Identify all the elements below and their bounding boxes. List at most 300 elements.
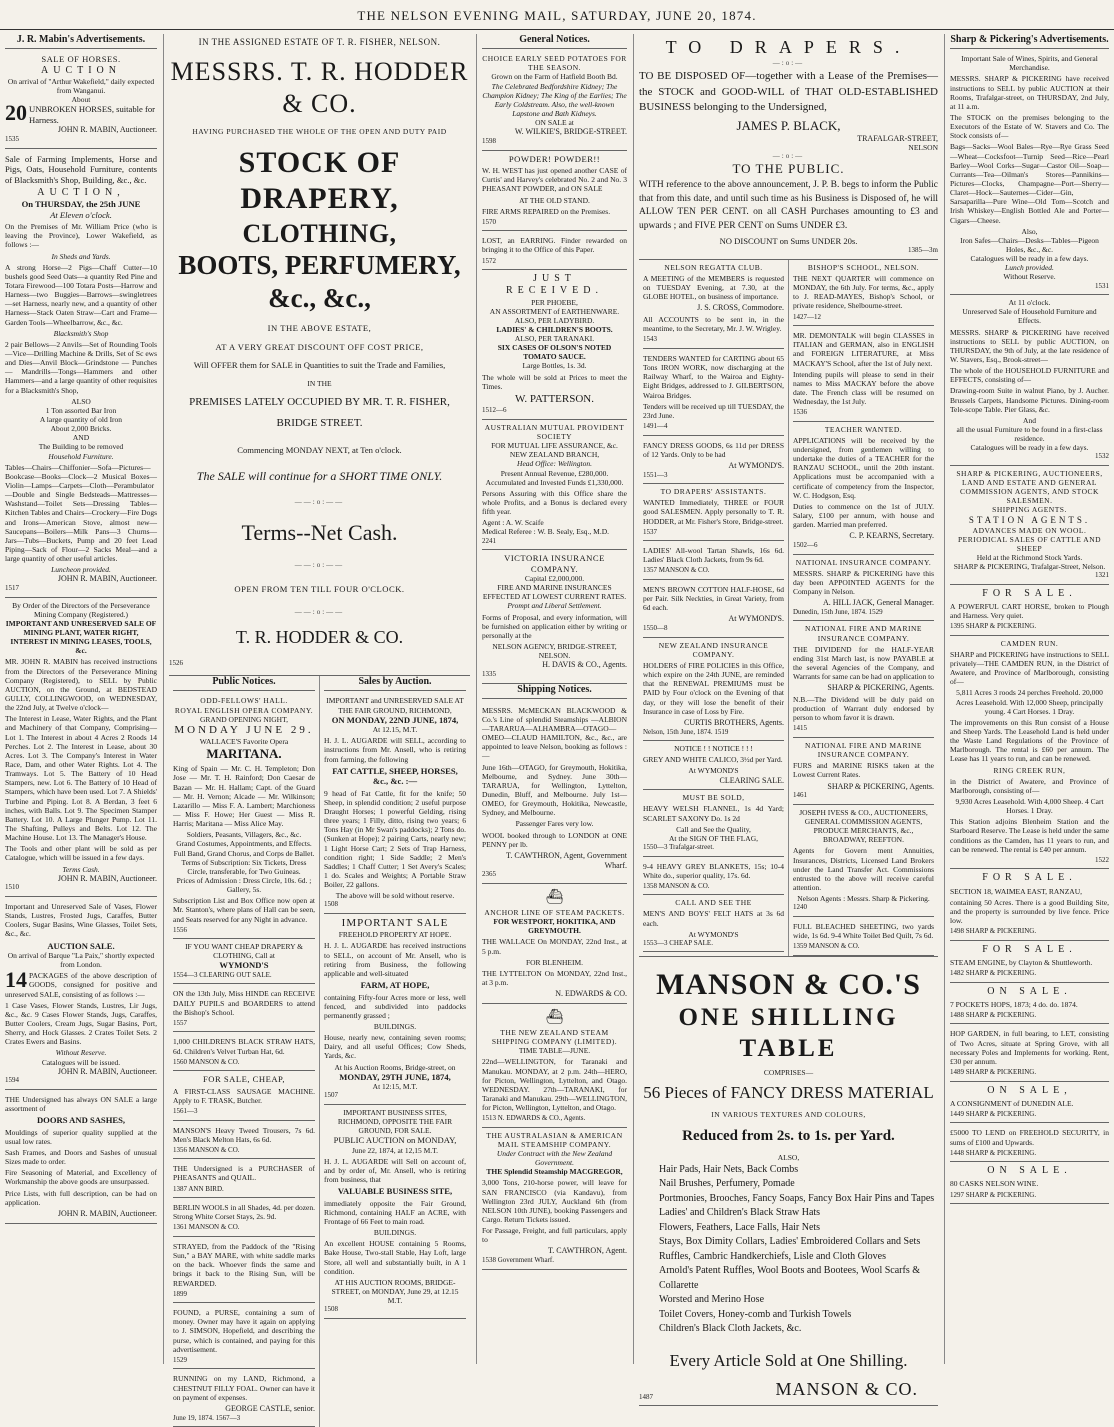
heading: FOR SALE, CHEAP, [202, 1074, 285, 1085]
text: On arrival of Barque "La Paix," shortly expected from London. [7, 951, 155, 970]
ref-number: 1543 [643, 335, 657, 344]
ad-calico [643, 741, 784, 790]
ref-number: 1560 MANSON & CO. [173, 1057, 240, 1066]
heading: NEW ZEALAND INSURANCE COMPANY. [658, 640, 769, 659]
text: FULL BLEACHED SHEETING, two yards wide, 1s 6d. 9-4 White Toilet Bed Quilt, 7s 6d. [793, 921, 934, 940]
text: Accumulated and Invested Funds £1,330,000. [485, 477, 624, 487]
text: SHARP and PICKERING have instructions to SELL privately—THE CAMDEN RUN, in the District of Awatere, and Province of Marlborough, consisting of— [950, 649, 1109, 687]
text: MR. JOHN R. MABIN has received instructions from the Directors of the Perseverance Mining Company (Registered), to SELL by Public AUCTION, on the Ground, at BEDSTEAD GULLY, COLLINGWOOD, on WEDNESDAY, the 22nd July, at Twelve o'clock— [5, 657, 157, 713]
text: 2 pair Bellows—2 Anvils—Set of Rounding Tools—Vice—Drilling Machine & Drills, Set of Sc ews and Dies—Anvil Block—Grindstone — Punches — Mandrills—Tongs—Hammers and other Hammers—and a large quantity of other requisites for a Blacksmith's Shop, [5, 339, 157, 395]
text: AT THE OLD STAND. [519, 195, 590, 205]
ref-number: 1598 [482, 137, 496, 146]
fifty-six: 56 Pieces of FANCY DRESS MATERIAL [643, 1083, 934, 1103]
ref-number: 1321 [1095, 571, 1109, 580]
text: HOLDERS of FIRE POLICIES in this Office, which expire on the 24th JUNE, are reminded that the RENEWAL PREMIUMS must be PAID by Four o'clock on the Evening of that day, or they will lose the benefit of their Insurance in case of Loss by Fire. [643, 660, 784, 716]
text: BERLIN WOOLS in all Shades, 4d. per dozen. Strong White Corset Stays, 2s. 9d. [173, 1203, 315, 1222]
wallace: WALLACE'S Favorite Opera [199, 737, 289, 747]
text: BUILDINGS. [373, 1228, 417, 1238]
ad-just-received [482, 270, 627, 420]
text: 1 Case Vases, Flower Stands, Lustres, Lir Jugs, &c., &c. 9 Cases Flower Stands, Jugs, Caraffes, Butter Coolers, Cream Jugs, Sugar Basins, Port, Sherry, and Hock Glasses. 2 Crates Toilet Sets. 2 Crates Ewers and Basins. [5, 1000, 157, 1047]
text: About [71, 95, 91, 105]
text: SHIPPING AGENTS. [992, 505, 1067, 515]
text: Important and Unreserved Sale of Vases, Flower Stands, Lustres, Frosted Jugs, Caraffes, Butter Coolers, Sugar Basins, Wine Glasses, Toilet Sets, &c., &c. [5, 901, 157, 939]
ad-national [793, 555, 934, 622]
text: HEAVY WELSH FLANNEL, 1s 4d Yard; SCARLET SAXONY Do. 1s 2d [643, 804, 784, 823]
ref-number: 1482 SHARP & PICKERING. [950, 969, 1037, 978]
text: Without Reserve. [1003, 272, 1056, 282]
wymonds: WYMOND'S [219, 960, 269, 971]
text: WITH reference to the above announcement, J. P. B. begs to inform the Public that from this date, and until such time as his Business is Disposed of, he will ALLOW TEN PER CENT. on all CASH Purchases amounting to £3 and upwards ; and FIVE PER CENT on Sums UNDER £3. [639, 179, 938, 232]
signature: N. EDWARDS & CO. [555, 989, 627, 999]
text: MESSRS. SHARP & PICKERING have this day been APPOINTED AGENTS for the Company in Nelson. [793, 568, 934, 597]
signature: JOHN R. MABIN, Auctioneer. [57, 1066, 157, 1076]
heading: VICTORIA INSURANCE COMPANY. [504, 553, 605, 574]
ref-number: 1899 [173, 1289, 187, 1298]
ad-household [950, 295, 1109, 466]
ref-number: Dunedin, 15th June, 1874. 1529 [793, 607, 883, 616]
also-item: Ruffles, Cambric Handkerchiefs, Lisle and Cloth Gloves [659, 1250, 886, 1262]
also-item: Flowers, Feathers, Lace Falls, Hair Nets [659, 1221, 821, 1233]
ad-mens-hose [643, 580, 784, 638]
ad-section-18 [950, 869, 1109, 940]
commencing: Commencing MONDAY NEXT, at Ten o'clock. [237, 444, 402, 455]
horses-count: 20 [5, 100, 27, 126]
ref-number: 1358 MANSON & CO. [643, 881, 710, 890]
text: SIX CASES OF OLSON'S NOTED TOMATO SAUCE. [497, 343, 612, 362]
text: Prompt and Liberal Settlement. [507, 601, 602, 611]
signature: JOHN R. MABIN, Auctioneer. [57, 125, 157, 135]
ad-nelson-wine [950, 1162, 1109, 1204]
ad-flannel [643, 790, 784, 856]
ref-number: 1572 [482, 256, 496, 265]
text: MESSRS. SHARP & PICKERING have received instructions to SELL by public AUCTION, on THURSDAY, the 9th of July, at the late residence of W. Stavers, Esq., Brook-street— [950, 327, 1109, 364]
text: Mouldings of superior quality supplied at the usual low rates. [5, 1127, 157, 1146]
text: Fire Seasoning of Material, and Excellency of Workmanship the above goods are unsurpassed. [5, 1168, 157, 1187]
text: THE DIVIDEND for the HALF-YEAR ending 31st March last, is now PAYABLE at the several Agencies of the Company, and Warrants for same can be had on application to [793, 644, 935, 682]
text: And [1023, 415, 1036, 425]
text: The Building to be removed [38, 442, 124, 452]
subheading: In Sheds and Yards. [51, 251, 111, 261]
ref-number: Nelson, 15th June, 1874. 1519 [643, 727, 729, 736]
black: JAMES P. BLACK, [736, 117, 841, 133]
heading: AUCTION, [37, 186, 125, 198]
ref-number: 1550—8 [643, 624, 668, 633]
date: June 22, 1874, at 12,15 M.T. [351, 1145, 439, 1155]
ref-number: 1594 [5, 1076, 19, 1085]
text: immediately opposite the Fair Ground, Richmond, containing HALF an ACRE, with Frontage of 66 Feet to main road. [324, 1198, 466, 1227]
grand: GRAND OPENING NIGHT, [200, 714, 288, 724]
heading: TO DRAPERS' ASSISTANTS. [660, 487, 767, 497]
ref-number: 1561—3 [173, 1107, 198, 1115]
ref-number: 1385—3m [908, 246, 938, 255]
subcolumn-right [788, 260, 938, 956]
ref-number: 1357 MANSON & CO. [643, 566, 710, 575]
heading: FOR SALE. [982, 587, 1077, 599]
also-item: Worsted and Merino Hose [659, 1294, 765, 1306]
text: IMPORTANT BUSINESS SITES, RICHMOND, OPPOSITE THE FAIR GROUND, FOR SALE. [337, 1107, 453, 1136]
ad-hinde [173, 984, 315, 1032]
ref-number: 2365 [482, 870, 496, 879]
ad-berlin [173, 1198, 315, 1237]
heading: ON SALE. [987, 1165, 1072, 1177]
heading: NOTICE ! ! NOTICE ! ! ! [674, 744, 753, 754]
text: BUILDINGS. [373, 1021, 417, 1031]
signature: JOHN R. MABIN, Auctioneer. [57, 873, 157, 883]
text: About 2,000 Bricks. [50, 424, 112, 434]
ad-demontalk [793, 326, 934, 422]
text: At the SIGN OF THE FLAG, [668, 833, 759, 843]
text: Persons Assuring with this Office share the whole Profits, and a Bonus is declared every fifth year. [482, 488, 627, 517]
text: Also, [1021, 226, 1038, 236]
heading: RING CREEK RUN, [993, 765, 1066, 775]
ref-number: 1510 [5, 883, 19, 892]
signature: T. CAWTHRON, Agent, Government Wharf. [506, 850, 627, 870]
heading: CHOICE EARLY SEED POTATOES FOR THE SEASON. [482, 54, 627, 73]
signature: SHARP & PICKERING, Agents. [827, 683, 934, 693]
text: ALSO [71, 396, 91, 406]
text: ALSO, PER TARANAKI. [514, 334, 595, 344]
text: On the Premises of Mr. William Price (who is leaving the Province), Lower Wakefield, as follows :— [5, 222, 157, 250]
heading: AUCTION SALE. [47, 940, 115, 951]
signature: W. PATTERSON. [515, 392, 594, 405]
ad-potatoes [482, 51, 627, 150]
ad-lost [482, 231, 627, 270]
ad-hop-garden [950, 1024, 1109, 1081]
boots-title: BOOTS, PERFUMERY, &c., &c., [178, 250, 461, 314]
signature: A. HILL JACK, General Manager. [822, 598, 934, 608]
text: FREEHOLD PROPERTY AT HOPE. [338, 930, 452, 940]
text: Agent : A. W. Scaife [482, 518, 544, 528]
text: Large Bottles, 1s. 3d. [522, 361, 587, 371]
ref-number: 1508 [324, 1305, 338, 1314]
text: H. J. L. AUGARDE has received instructions to SELL, on account of Mr. Ansell, who is retiring from Business, the following applicable and well-situated [324, 941, 466, 978]
purchased: HAVING PURCHASED THE WHOLE OF THE OPEN AND DUTY PAID [192, 127, 447, 137]
ref-number: 1536 [793, 408, 807, 417]
continue: The SALE will continue for a SHORT TIME ONLY. [196, 469, 443, 484]
general-header: General Notices. [482, 34, 627, 49]
sales-header: Sales by Auction. [324, 676, 466, 691]
ref-number: 1553—3 CHEAP SALE. [643, 938, 713, 947]
ad-regatta [643, 260, 784, 349]
text: Catalogues will be ready in a few days. [970, 443, 1089, 453]
ref-number: 1550—3 Trafalgar-street. [643, 842, 715, 851]
text: Nelson Agents : Messrs. Sharp & Pickering. [797, 894, 930, 904]
text: At WYMOND'S [688, 929, 739, 939]
terms: Terms--Net Cash. [241, 520, 398, 546]
text: Sale of Farming Implements, Horse and Pigs, Oats, Household Furniture, contents of Blacksmith's Shop, Building, &c., &c. [5, 153, 157, 185]
ad-blankets [643, 857, 784, 896]
ref-number: 1387 ANN BIRD. [173, 1184, 224, 1193]
ref-number: 1335 [482, 670, 496, 679]
text: Sash Frames, and Doors and Sashes of unusual Sizes made to order. [5, 1148, 157, 1167]
ad-tenders [643, 349, 784, 436]
text: NELSON AGENCY, BRIDGE-STREET, NELSON. [492, 642, 617, 661]
heading: IMPORTANT AND UNRESERVED SALE OF MINING PLANT, WATER RIGHT, INTEREST IN MINING LEASES, TOOLS, &c. [5, 618, 157, 656]
text: N.B.—The Dividend will be duly paid on production of Warrant duly endorsed by person to whom favor it is drawn. [793, 695, 934, 723]
divider: —:o:— [772, 152, 805, 161]
open: OPEN FROM TEN TILL FOUR O'CLOCK. [234, 583, 405, 594]
clothing-title: CLOTHING, [242, 218, 397, 248]
text: PACKAGES of the above description of GOODS, consigned for positive and unreserved SALE, consisting of as follows :— [5, 971, 157, 999]
ad-teacher [793, 422, 934, 555]
text: ADVANCES MADE ON WOOL. [972, 525, 1087, 535]
text: ON the 13th July, Miss HINDE can RECEIVE DAILY PUPILS and BOARDERS to attend the Bishop's School. [173, 989, 315, 1017]
also: ALSO, [777, 1153, 800, 1163]
ad-steam-engine [950, 941, 1109, 983]
text: Forms of Proposal, and every information, will be furnished on application either by writing or personally at the [482, 612, 627, 640]
text: Iron Safes—Chairs—Desks—Tables—Pigeon Holes, &c., &c. [960, 235, 1099, 254]
ad-business-sites [324, 1105, 466, 1319]
ad-wines [950, 51, 1109, 295]
text: A CONSIGNMENT of DUNEDIN ALE. [950, 1098, 1074, 1108]
text: TENDERS WANTED for CARTING about 65 Tons IRON WORK, now discharging at the Railway Wharf, to the Wairoa and Eighty-Eight Bridges, addressed to J. GILBERTSON, Wairoa Bridges. [643, 354, 784, 400]
ad-strayed [173, 1237, 315, 1303]
text: Under Contract with the New Zealand Government. [496, 1149, 613, 1168]
text: all the usual Furniture to be found in a first-class residence. [956, 424, 1103, 444]
text: THE Splendid Steamship MACGREGOR, [486, 1167, 623, 1177]
text: The Tools and other plant will be sold as per Catalogue, which will be issued in a few days. [5, 844, 157, 863]
heading: MUST BE SOLD, [682, 793, 745, 803]
text: House, nearly new, containing seven rooms; Dairy, and all useful Offices; Cow Sheds, Yards, &c. [324, 1033, 466, 1061]
date: MONDAY, 29TH JUNE, 1874, [339, 1071, 451, 1082]
ref-number: 1415 [793, 724, 807, 733]
text: A FIRST-CLASS SAUSAGE MACHINE. Apply to F. TRASK, Butcher. [173, 1086, 315, 1105]
text: Duties to commence on the 1st of JULY. Salary, £100 per annum, with house and garden. Married man preferred. [793, 501, 934, 530]
text: WOOL booked through to LONDON at ONE PENNY per lb. [482, 830, 627, 849]
text: IF YOU WANT CHEAP DRAPERY & CLOTHING, Call at [185, 942, 303, 961]
packages-count: 14 [5, 967, 27, 993]
cast: King of Spain — Mr. C. H. Templeton; Don Jose — Mr. T. H. Rainford; Don Caesar de Bazan — Mr. H. Hallam; Capt. of the Guard — Mr. H. Vernon; Alcade — Mr. Wilkinson; Lazarillo — Miss F. A. Lambert; Marchioness — Miss F. Howe; Her Guest — Miss R. Harris; Maritana — Miss Alice May. [173, 764, 315, 829]
time: At 12.15, M.T. [372, 725, 418, 735]
ad-cart-horse [950, 585, 1109, 636]
ref-number: 1517 [5, 584, 19, 593]
text: Call and See the Quality, [676, 824, 751, 834]
text: H. J. L. AUGARDE will Sell on account of, and by order of, Mr. Ansell, who is retiring from business, that [324, 1156, 466, 1185]
ref-number: 1361 MANSON & CO. [173, 1223, 240, 1232]
text: 1,000 CHILDREN'S BLACK STRAW HATS, 6d. Children's Velvet Turban Hat, 6d. [173, 1037, 315, 1056]
text: Medical Referee : W. B. Sealy, Esq., M.D. [482, 527, 609, 537]
signature: JOHN R. MABIN, Auctioneer. [57, 574, 157, 584]
oddfellows: ODD-FELLOWS' HALL. [200, 696, 288, 706]
drapers-subcolumns [639, 260, 938, 956]
text: PER PHOEBE, [531, 297, 578, 307]
ad-cheap-drapery [173, 939, 315, 984]
text: Lunch provided. [1005, 263, 1054, 273]
heading: CALL AND SEE THE [675, 898, 752, 908]
subheading: Blacksmith's Shop [53, 328, 109, 338]
text: MESSRS. SHARP & PICKERING have received instructions to SELL by public AUCTION at their Rooms, Trafalgar-street, on THURSDAY, 2nd July, at 11 a.m. [950, 74, 1109, 111]
text: NEW ZEALAND BRANCH, [509, 450, 600, 460]
text: FOR WESTPORT, HOKITIKA, AND GREYMOUTH. [493, 917, 616, 936]
heading: ON SALE. [987, 985, 1072, 997]
text: FOR MUTUAL LIFE ASSURANCE, &c. [491, 441, 618, 451]
auction-label: AUCTION [41, 64, 121, 76]
opera: ROYAL ENGLISH OPERA COMPANY. [174, 705, 314, 715]
column-sharp-pickering [944, 34, 1114, 1364]
text: Tables—Chairs—Chiffonier—Sofa—Pictures—Bookcase—Books—Clock—2 Musical Boxes—Violin—Lamps—Carpets—Cloth—Perambulator—Double and Single Bedsteads—Mattresses—Washstand—Toilet Sets—Dressing Tables—Kitchen Tables and Chairs—Crockery—Fire Dogs and Irons—American Stove, almost new—Saucepans—Boilers—Milk Pans—3 Churns—Jars—Tubs—Buckets, Pump and 20 feet Lead Piping—Sack of Flour—2 Sacks Meal—and a large quantity of other useful articles. [5, 462, 157, 564]
heading: TO DRAPERS. [665, 37, 912, 57]
premises: PREMISES LATELY OCCUPIED BY MR. T. R. FISHER, [189, 395, 450, 408]
text: Without Reserve. [55, 1048, 107, 1058]
body [5, 967, 157, 999]
ad-opera [173, 693, 315, 939]
heading: ON SALE, [987, 1084, 1072, 1096]
ref-number: 1570 [482, 217, 496, 226]
ref-number: 1531 [1095, 281, 1109, 290]
stock-title: STOCK OF DRAPERY, [238, 145, 401, 216]
text: Passenger Fares very low. [515, 819, 594, 829]
text: At his Auction Rooms, Bridge-street, on [334, 1062, 456, 1072]
divider: —:o:— [772, 58, 805, 67]
heading: TO THE PUBLIC. [732, 160, 845, 176]
text: The whole will be sold at Prices to meet the Times. [482, 372, 627, 391]
heading: At 11 o'clock. [1008, 298, 1051, 308]
one-shilling: ONE SHILLING TABLE [678, 1004, 899, 1062]
text: June 16th—OTAGO, for Greymouth, Hokitika, Melbourne, and Sydney. June 30th—TARARUA, for Wellington, Lyttelton, Dunedin, Bluff, and Melbourne. July 1st—OMEO, for Greymouth, Hokitika, Newcastle, Sydney, and Melbourne. [482, 762, 627, 818]
chorus: Grand Costumes, Appointments, and Effects. Full Band, Grand Chorus, and Corps de Ballet. [173, 839, 315, 858]
ref-number: 1532 [1095, 452, 1109, 461]
manson-signature: MANSON & CO. [775, 1379, 918, 1400]
text: AND [72, 433, 90, 443]
text: 22nd—WELLINGTON, for Taranaki and Manukau. MONDAY, at 2 p.m. 24th—HERO, for Picton, Wellington, Lyttelton, and Otago. WEDNESDAY. 27th—TARANAKI, for Taranaki and Manukau. 29th—WELLINGTON, for Picton, Wellington, Lyttelton, and Otago. [482, 1057, 627, 1113]
also-item: Portmonies, Brooches, Fancy Soaps, Fancy Box Hair Pins and Tapes [659, 1192, 935, 1204]
text: Head Office: Wellington. [517, 459, 592, 469]
ref-number: 1498 SHARP & PICKERING. [950, 927, 1037, 936]
text: £5000 TO LEND on FREEHOLD SECURITY, in sums of £100 and Upwards. [950, 1128, 1109, 1147]
date: ON MONDAY, 22ND JUNE, 1874, [331, 714, 459, 725]
heading: FOR SALE. [982, 872, 1077, 884]
text: TO BE DISPOSED OF—together with a Lease of the Premises—the STOCK and GOOD-WILL of THAT OLD-ESTABLISHED BUSINESS belonging to the Undersigned, [639, 70, 938, 114]
text: FIRE AND MARINE INSURANCES EFFECTED AT LOWEST CURRENT RATES. [482, 583, 627, 602]
text: NO DISCOUNT on Sums UNDER 20s. [719, 235, 858, 246]
ad-fairground [324, 693, 466, 914]
text: PERIODICAL SALES OF CATTLE AND SHEEP [957, 534, 1102, 553]
heading: Unreserved Sale of Household Furniture and Effects. [962, 307, 1097, 326]
ref-number: 1356 MANSON & CO. [173, 1145, 240, 1154]
signature: GEORGE CASTLE, senior. [225, 1403, 315, 1413]
ref-number: 1512—6 [482, 406, 507, 415]
heading: SALE OF HORSES. [41, 54, 121, 65]
heading: SHARP & PICKERING, AUCTIONEERS, LAND AND ESTATE AND GENERAL COMMISSION AGENTS, AND STOCK SALESMEN. [956, 468, 1103, 506]
text: containing 50 Acres. There is a good Building Site, and the property is surrounded by live fence. Price low. [950, 897, 1109, 926]
subheading: Household Furniture. [48, 451, 114, 461]
signature: JOHN R. MABIN, Auctioneer. [57, 1208, 157, 1218]
also-item: Arnold's Patent Ruffles, Wool Boots and Bootees, Wool Scarfs & Collarette [659, 1265, 921, 1291]
ad-amp [482, 420, 627, 550]
text: For Passage, Freight, and full particulars, apply to [482, 1226, 627, 1245]
also-item: Stays, Box Dimity Collars, Ladies' Embroidered Collars and Sets [659, 1236, 921, 1248]
heading: THE AUSTRALASIAN & AMERICAN MAIL STEAMSHIP COMPANY. [486, 1130, 623, 1149]
signature: C. P. KEARNS, Secretary. [849, 531, 934, 541]
masthead: THE NELSON EVENING MAIL, SATURDAY, JUNE 20, 1874. [0, 0, 1114, 30]
ref-number: 1395 SHARP & PICKERING. [950, 622, 1037, 631]
heading: FOR SALE. [982, 943, 1077, 955]
also-item: Toilet Covers, Honey-comb and Turkish Towels [659, 1308, 852, 1320]
maritana: MARITANA. [206, 746, 282, 762]
heading: Important Sale of Wines, Spirits, and General Merchandise. [961, 54, 1098, 73]
ref-number: 1487 [639, 1392, 653, 1401]
ref-number: 1522 [1095, 855, 1109, 864]
ad-nfm-risks [793, 738, 934, 805]
comprises: COMPRISES— [763, 1068, 814, 1078]
ad-bishops-school [793, 260, 934, 326]
ad-straw-hats [173, 1032, 315, 1071]
ad-ivess [793, 805, 934, 917]
text: Held at the Richmond Stock Yards. [976, 552, 1083, 562]
mabin-header: J. R. Mabin's Advertisements. [5, 34, 157, 49]
text: MEN'S AND BOYS' FELT HATS at 3s 6d each. [643, 909, 784, 928]
text: LADIES' All-wool Tartan Shawls, 16s 6d. Ladies' Black Cloth Jackets, from 9s 6d. [643, 546, 784, 565]
text: At WYMOND'S [688, 766, 739, 776]
signature: SHARP & PICKERING, Agents. [827, 781, 934, 791]
hodder-title: MESSRS. T. R. HODDER & CO. [170, 56, 469, 118]
text: 3,000 Tons, 210-horse power, will leave for SAN FRANCISCO (via Kandavu), from Wellington 23rd JULY, Auckland 6th (from NELSON 10th JUNE), booking Passengers and Cargo. Return Tickets issued. [482, 1178, 627, 1224]
text: A large quantity of old Iron [39, 414, 123, 424]
column-general [476, 34, 632, 1364]
also-list [639, 1163, 938, 1337]
text: HOP GARDEN, in full bearing, to LET, consisting of Two Acres, situate at Spring Grove, with all necessary Poles and Implements for working. Rent, £30 per annum. [950, 1029, 1109, 1066]
heading: JOSEPH IVESS & CO., AUCTIONEERS, GENERAL COMMISSION AGENTS, PRODUCE MERCHANTS, &c., BROADWAY, REEFTON. [799, 807, 928, 845]
subscription: Subscription List and Box Office now open at Mr. Stanton's, where plans of Hall can be seen, and Seats reserved for any Night in advance. [173, 896, 315, 924]
steamship-icon: ⛴ [545, 1009, 564, 1025]
assigned: IN THE ASSIGNED ESTATE OF T. R. FISHER, NELSON. [198, 37, 441, 47]
ad-hope [324, 914, 466, 1105]
prices: Prices of Admission : Dress Circle, 10s. 6d. ; Gallery, 5s. [176, 875, 312, 895]
text: 7 POCKETS HOPS, 1873; 4 do. do. 1874. [950, 999, 1078, 1009]
heading: NELSON REGATTA CLUB. [664, 262, 763, 272]
ad-to-lend [950, 1123, 1109, 1162]
text: STATION AGENTS. [968, 514, 1091, 525]
ref-number: 1359 MANSON & CO. [793, 942, 860, 951]
public-notices [169, 676, 319, 1427]
text: THE Undersigned has always ON SALE a large assortment of [5, 1095, 157, 1114]
text: ON SALE at [535, 118, 574, 128]
heading: THE NEW ZEALAND STEAM SHIPPING COMPANY (LIMITED). [491, 1027, 618, 1047]
text: By Order of the Directors of the Perseverance Mining Company (Registered.) [12, 600, 150, 619]
text: A MEETING of the MEMBERS is requested on TUESDAY Evening, at 7.30, at the GLOBE HOTEL, on business of importance. [643, 274, 784, 302]
manson-title: MANSON & CO.'S [656, 967, 921, 1001]
ad-vases [5, 897, 157, 1090]
text: MR. DEMONTALK will begin CLASSES in ITALIAN and GERMAN, also in ENGLISH and FOREIGN LITERATURE, at Miss MACKAY'S School, after the 1st of July next. [793, 331, 934, 368]
text: Price Lists, with full description, can be had on application. [5, 1188, 157, 1207]
signature: At WYMOND'S. [728, 614, 784, 624]
ref-number: 1551—3 [643, 470, 668, 479]
offer: Will OFFER them for SALE in Quantities to suit the Trade and Families, [193, 360, 446, 371]
ref-number: 1554—3 CLEARING OUT SALE. [173, 970, 272, 979]
text: Bags—Sacks—Wool Bales—Rye—Rye Grass Seed—Wheat—Cocksfoot—Turnip Seed—Rice—Pearl Barley—Wool Corks—Sugar—Castor Oil—Soap—Currants—Tea—Oilman's Stores—Pannikins—Pictures—Clocks, Champagne—Port—Sherry—Claret—Hock—Sauternes—Cider—Gin, Sarsaparilla—Pure Wine—Old Tom—Scotch and Irish Whiskey—English Bottled Ale and Porter—Cigars—Cheese. [950, 142, 1109, 225]
heading: AUSTRALIAN MUTUAL PROVIDENT SOCIETY [484, 422, 625, 441]
discount: AT A VERY GREAT DISCOUNT OFF COST PRICE, [215, 341, 424, 352]
ref-number: 1449 SHARP & PICKERING. [950, 1109, 1037, 1118]
sales-by-auction [319, 676, 470, 1427]
text: 5,811 Acres 3 roods 24 perches Freehold. 20,000 Acres Leasehold. With 12,000 Sheep, principally young. 4 Cart Horses. 1 Dray. [955, 688, 1104, 716]
ad-nz-shipping [482, 1004, 627, 1128]
time: At 12:15, M.T. [372, 1082, 418, 1092]
ad-nz-insurance [643, 638, 784, 741]
heading: PUBLIC AUCTION on MONDAY, [333, 1135, 457, 1146]
column-mabin [0, 34, 162, 1364]
in-the: IN THE [307, 378, 332, 388]
text: WANTED Immediately, THREE or FOUR good SALESMEN. Apply personally to T. R. HODDER, at Mr. Fisher's Store, Bridge-street. [643, 498, 784, 526]
ref-number: 1489 SHARP & PICKERING. [950, 1067, 1037, 1076]
text: W. H. WEST has just opened another CASE of Curtis' and Harvey's celebrated No. 2 and No. 3 PHEASANT POWDER, and ON SALE [482, 166, 627, 194]
text: FOR BLENHEIM. [525, 957, 584, 967]
ad-camden-run [950, 636, 1109, 870]
text: NELSON [908, 143, 938, 153]
steamship-icon: ⛴ [545, 889, 564, 905]
text: MEN'S BROWN COTTON HALF-HOSE, 6d per Pair. Silk Neckties, in Great Variety, from 6d each. [643, 584, 784, 613]
text: THE Undersigned is a PURCHASER of PHEASANTS and QUAIL. [173, 1164, 315, 1183]
